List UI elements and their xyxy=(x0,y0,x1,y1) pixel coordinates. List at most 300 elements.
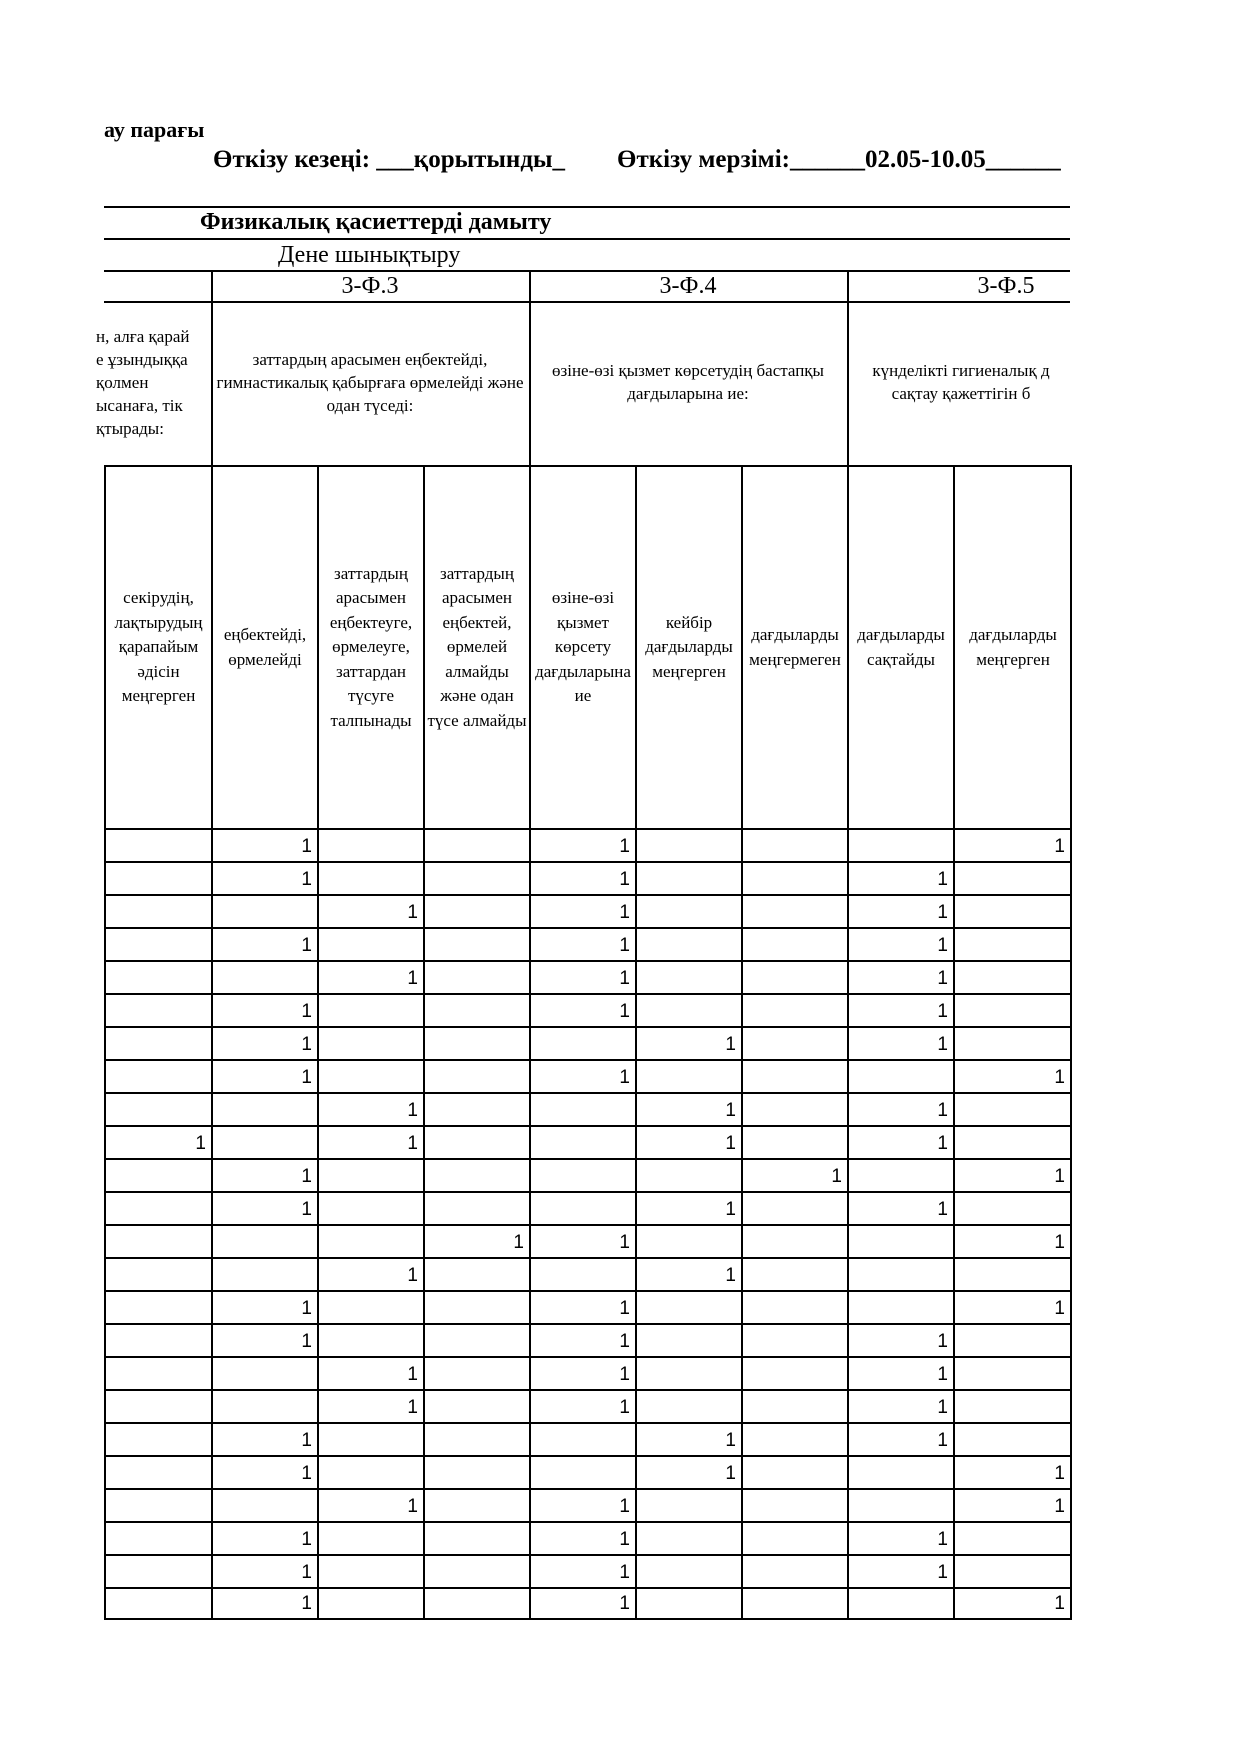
group-description-text: өзіне-өзі қызмет көрсетудің бастапқы дағдыларына ие: xyxy=(552,361,824,403)
table-cell xyxy=(529,1158,635,1191)
divider xyxy=(104,238,1070,240)
column-header: дағдыларды меңгермеген xyxy=(741,465,847,828)
table-cell xyxy=(635,1389,741,1422)
table-cell xyxy=(847,1158,953,1191)
table-cell xyxy=(104,861,211,894)
table-cell xyxy=(847,1257,953,1290)
cell-value: 1 xyxy=(937,1331,948,1352)
table-cell xyxy=(847,1422,953,1455)
table-cell xyxy=(423,1554,529,1587)
cell-value: 1 xyxy=(407,1265,418,1286)
cell-value: 1 xyxy=(619,1331,630,1352)
table-cell xyxy=(953,861,1070,894)
table-cell xyxy=(317,1224,423,1257)
cell-value: 1 xyxy=(619,1232,630,1253)
table-cell xyxy=(635,828,741,861)
table-cell xyxy=(741,960,847,993)
table-cell xyxy=(211,894,317,927)
table-cell xyxy=(529,861,635,894)
table-cell xyxy=(529,1389,635,1422)
table-cell xyxy=(741,1389,847,1422)
table-cell xyxy=(741,1092,847,1125)
table-cell xyxy=(741,1587,847,1620)
cell-value: 1 xyxy=(937,1100,948,1121)
table-cell xyxy=(211,1422,317,1455)
table-cell xyxy=(741,1455,847,1488)
cell-value: 1 xyxy=(407,1496,418,1517)
table-cell xyxy=(847,1554,953,1587)
table-cell xyxy=(635,1158,741,1191)
table-cell xyxy=(104,1488,211,1521)
cell-value: 1 xyxy=(725,1463,736,1484)
table-cell xyxy=(104,1554,211,1587)
fragment-line: е ұзындыққа xyxy=(96,349,188,369)
cell-value: 1 xyxy=(619,1364,630,1385)
table-cell xyxy=(953,1026,1070,1059)
cell-value: 1 xyxy=(619,1001,630,1022)
table-cell xyxy=(104,1356,211,1389)
table-cell xyxy=(953,960,1070,993)
table-cell xyxy=(423,1257,529,1290)
column-header: секірудің, лақтырудың қарапайым әдісін меңгерген xyxy=(104,465,211,828)
table-cell xyxy=(423,861,529,894)
table-cell xyxy=(211,1455,317,1488)
cell-value: 1 xyxy=(937,1001,948,1022)
column-header: заттардың арасымен еңбектей, өрмелей алмайды және одан түсе алмайды xyxy=(423,465,529,828)
table-cell xyxy=(211,1224,317,1257)
table-cell xyxy=(953,1422,1070,1455)
table-cell xyxy=(635,1422,741,1455)
table-cell xyxy=(741,1191,847,1224)
table-cell xyxy=(104,927,211,960)
group-description-text: күнделікті гигиеналық д сақтау қажеттігін б xyxy=(872,361,1050,403)
table-cell xyxy=(423,1092,529,1125)
table-cell xyxy=(847,828,953,861)
table-cell xyxy=(104,1290,211,1323)
table-cell xyxy=(423,1323,529,1356)
cell-value: 1 xyxy=(1054,1463,1065,1484)
cell-value: 1 xyxy=(1054,1067,1065,1088)
table-cell xyxy=(847,1521,953,1554)
table-cell xyxy=(953,1356,1070,1389)
table-cell xyxy=(635,1191,741,1224)
cell-value: 1 xyxy=(301,1331,312,1352)
table-cell xyxy=(741,1026,847,1059)
table-cell xyxy=(211,1059,317,1092)
table-cell xyxy=(211,1587,317,1620)
table-cell xyxy=(317,1455,423,1488)
cell-value: 1 xyxy=(937,1364,948,1385)
column-header: дағдыларды сақтайды xyxy=(847,465,953,828)
cell-value: 1 xyxy=(619,1298,630,1319)
table-cell xyxy=(423,960,529,993)
cell-value: 1 xyxy=(937,1034,948,1055)
table-cell xyxy=(953,1521,1070,1554)
table-cell xyxy=(635,1554,741,1587)
table-cell xyxy=(529,1323,635,1356)
table-cell xyxy=(741,1554,847,1587)
table-cell xyxy=(104,1125,211,1158)
period-label: Өткізу кезеңі: ___қорытынды_ xyxy=(213,146,565,173)
table-cell xyxy=(529,1257,635,1290)
table-cell xyxy=(529,1356,635,1389)
table-cell xyxy=(423,993,529,1026)
table-cell xyxy=(635,1455,741,1488)
cell-value: 1 xyxy=(407,968,418,989)
cell-value: 1 xyxy=(937,902,948,923)
table-cell xyxy=(847,861,953,894)
table-cell xyxy=(635,861,741,894)
fragment-line: қолмен xyxy=(96,372,149,392)
table-cell xyxy=(635,1356,741,1389)
table-cell xyxy=(847,1488,953,1521)
table-cell xyxy=(423,1026,529,1059)
column-header: дағдыларды меңгерген xyxy=(953,465,1071,828)
table-cell xyxy=(529,1455,635,1488)
fragment-line: қтырады: xyxy=(96,418,164,438)
table-cell xyxy=(211,1389,317,1422)
fragment-line: н, алға қарай xyxy=(96,326,190,346)
table-cell xyxy=(635,1257,741,1290)
table-cell xyxy=(211,1323,317,1356)
table-cell xyxy=(953,927,1070,960)
cell-value: 1 xyxy=(619,902,630,923)
table-cell xyxy=(635,1059,741,1092)
table-cell xyxy=(847,1290,953,1323)
table-cell xyxy=(317,1059,423,1092)
period-header xyxy=(213,146,1061,174)
table-cell xyxy=(423,1587,529,1620)
table-cell xyxy=(104,1092,211,1125)
table-cell xyxy=(847,1125,953,1158)
table-cell xyxy=(317,861,423,894)
table-cell xyxy=(635,1488,741,1521)
table-cell xyxy=(317,894,423,927)
table-cell xyxy=(211,1257,317,1290)
cell-value: 1 xyxy=(301,1430,312,1451)
table-cell xyxy=(211,828,317,861)
cell-value: 1 xyxy=(619,968,630,989)
fragment-line: ысанаға, тік xyxy=(96,395,183,415)
table-cell xyxy=(741,1422,847,1455)
table-cell xyxy=(953,1092,1070,1125)
group-description-text: заттардың арасымен еңбектейді, гимнастикалық қабырғаға өрмелейді және одан түседі: xyxy=(216,349,524,415)
table-cell xyxy=(317,828,423,861)
table-cell xyxy=(953,1488,1070,1521)
cell-value: 1 xyxy=(301,1562,312,1583)
table-cell xyxy=(211,927,317,960)
table-cell xyxy=(529,1026,635,1059)
table-cell xyxy=(741,1059,847,1092)
table-cell xyxy=(953,1587,1070,1620)
cell-value: 1 xyxy=(619,1529,630,1550)
table-cell xyxy=(741,1290,847,1323)
table-cell xyxy=(317,960,423,993)
table-cell xyxy=(104,960,211,993)
table-cell xyxy=(104,1389,211,1422)
cell-value: 1 xyxy=(301,1298,312,1319)
table-cell xyxy=(104,828,211,861)
cell-value: 1 xyxy=(619,1397,630,1418)
cell-value: 1 xyxy=(937,1529,948,1550)
cell-value: 1 xyxy=(937,1397,948,1418)
cell-value: 1 xyxy=(937,1430,948,1451)
table-cell xyxy=(104,1455,211,1488)
column-header: еңбектейді, өрмелейді xyxy=(211,465,317,828)
table-cell xyxy=(529,1488,635,1521)
subsection-title: Дене шынықтыру xyxy=(278,242,461,268)
cell-value: 1 xyxy=(301,1034,312,1055)
table-cell xyxy=(953,1323,1070,1356)
table-cell xyxy=(635,1092,741,1125)
cell-value: 1 xyxy=(619,836,630,857)
table-cell xyxy=(847,1455,953,1488)
cell-value: 1 xyxy=(301,935,312,956)
table-cell xyxy=(847,1323,953,1356)
table-cell xyxy=(953,1059,1070,1092)
table-cell xyxy=(635,894,741,927)
table-cell xyxy=(423,1125,529,1158)
table-cell xyxy=(635,1125,741,1158)
table-cell xyxy=(317,1290,423,1323)
cell-value: 1 xyxy=(619,1562,630,1583)
divider xyxy=(104,270,1070,272)
table-cell xyxy=(317,1389,423,1422)
cell-value: 1 xyxy=(407,1100,418,1121)
cell-value: 1 xyxy=(619,1496,630,1517)
cell-value: 1 xyxy=(195,1133,206,1154)
table-cell xyxy=(953,1191,1070,1224)
table-cell xyxy=(529,960,635,993)
table-cell xyxy=(953,1224,1070,1257)
cell-value: 1 xyxy=(831,1166,842,1187)
table-cell xyxy=(847,927,953,960)
table-cell xyxy=(529,1191,635,1224)
cell-value: 1 xyxy=(301,836,312,857)
table-cell xyxy=(211,1554,317,1587)
table-cell xyxy=(529,993,635,1026)
table-cell xyxy=(211,960,317,993)
cell-value: 1 xyxy=(513,1232,524,1253)
table-cell xyxy=(953,1554,1070,1587)
section-title: Физикалық қасиеттерді дамыту xyxy=(200,209,552,235)
left-fragment-description xyxy=(96,302,210,462)
cell-value: 1 xyxy=(1054,1298,1065,1319)
table-cell xyxy=(104,1059,211,1092)
table-cell xyxy=(741,1158,847,1191)
cell-value: 1 xyxy=(619,1593,630,1614)
divider xyxy=(104,206,1070,208)
document-title: ау парағы xyxy=(104,117,205,142)
table-cell xyxy=(317,1092,423,1125)
cell-value: 1 xyxy=(619,935,630,956)
cell-value: 1 xyxy=(937,1199,948,1220)
table-cell xyxy=(635,1224,741,1257)
table-cell xyxy=(104,993,211,1026)
table-cell xyxy=(741,927,847,960)
table-cell xyxy=(953,1389,1070,1422)
table-cell xyxy=(104,1224,211,1257)
group-code: 3-Ф.4 xyxy=(659,273,717,299)
table-cell xyxy=(423,1521,529,1554)
cell-value: 1 xyxy=(407,1133,418,1154)
table-cell xyxy=(529,1224,635,1257)
table-cell xyxy=(847,1059,953,1092)
table-cell xyxy=(104,1158,211,1191)
table-cell xyxy=(953,828,1070,861)
table-cell xyxy=(635,993,741,1026)
cell-value: 1 xyxy=(1054,1232,1065,1253)
table-cell xyxy=(529,1554,635,1587)
cell-value: 1 xyxy=(1054,1166,1065,1187)
cell-value: 1 xyxy=(301,1529,312,1550)
table-cell xyxy=(529,1422,635,1455)
table-cell xyxy=(529,1092,635,1125)
table-cell xyxy=(741,993,847,1026)
table-cell xyxy=(847,1587,953,1620)
cell-value: 1 xyxy=(301,1067,312,1088)
group-description xyxy=(852,302,1070,462)
group-code: 3-Ф.5 xyxy=(977,273,1035,299)
table-cell xyxy=(317,927,423,960)
table-cell xyxy=(423,828,529,861)
cell-value: 1 xyxy=(725,1430,736,1451)
column-header: өзіне-өзі қызмет көрсету дағдыларына ие xyxy=(529,465,635,828)
group-description xyxy=(216,302,524,462)
table-cell xyxy=(953,1125,1070,1158)
table-cell xyxy=(317,1587,423,1620)
table-cell xyxy=(211,1026,317,1059)
table-cell xyxy=(847,1191,953,1224)
cell-value: 1 xyxy=(407,1397,418,1418)
table-cell xyxy=(104,1026,211,1059)
table-cell xyxy=(423,894,529,927)
cell-value: 1 xyxy=(937,935,948,956)
table-cell xyxy=(317,1356,423,1389)
table-cell xyxy=(104,1521,211,1554)
cell-value: 1 xyxy=(937,1133,948,1154)
table-cell xyxy=(847,960,953,993)
cell-value: 1 xyxy=(301,1463,312,1484)
cell-value: 1 xyxy=(301,1593,312,1614)
table-cell xyxy=(847,1092,953,1125)
table-cell xyxy=(635,927,741,960)
cell-value: 1 xyxy=(619,1067,630,1088)
table-cell xyxy=(211,1521,317,1554)
table-cell xyxy=(423,1389,529,1422)
table-cell xyxy=(317,1257,423,1290)
table-cell xyxy=(847,993,953,1026)
cell-value: 1 xyxy=(301,1166,312,1187)
table-cell xyxy=(211,1290,317,1323)
table-cell xyxy=(635,1323,741,1356)
table-cell xyxy=(953,894,1070,927)
table-cell xyxy=(423,1422,529,1455)
table-cell xyxy=(104,894,211,927)
group-description xyxy=(534,302,842,462)
table-cell xyxy=(104,1587,211,1620)
table-cell xyxy=(529,1587,635,1620)
table-cell xyxy=(104,1257,211,1290)
table-cell xyxy=(423,1059,529,1092)
column-header: заттардың арасымен еңбектеуге, өрмелеуге, заттардан түсуге талпынады xyxy=(317,465,423,828)
table-cell xyxy=(423,1455,529,1488)
table-cell xyxy=(211,1356,317,1389)
table-cell xyxy=(953,1455,1070,1488)
table-cell xyxy=(741,1488,847,1521)
table-cell xyxy=(741,894,847,927)
table-cell xyxy=(847,1356,953,1389)
table-cell xyxy=(211,1488,317,1521)
cell-value: 1 xyxy=(407,1364,418,1385)
table-cell xyxy=(741,1323,847,1356)
table-cell xyxy=(741,1125,847,1158)
table-cell xyxy=(741,1224,847,1257)
table-cell xyxy=(741,1257,847,1290)
table-cell xyxy=(317,1554,423,1587)
table-cell xyxy=(953,1290,1070,1323)
table-cell xyxy=(953,993,1070,1026)
table-cell xyxy=(741,861,847,894)
cell-value: 1 xyxy=(937,968,948,989)
cell-value: 1 xyxy=(1054,1496,1065,1517)
table-cell xyxy=(211,861,317,894)
cell-value: 1 xyxy=(725,1199,736,1220)
table-cell xyxy=(635,1026,741,1059)
table-cell xyxy=(211,1158,317,1191)
table-cell xyxy=(741,1521,847,1554)
cell-value: 1 xyxy=(725,1100,736,1121)
table-cell xyxy=(529,1059,635,1092)
cell-value: 1 xyxy=(1054,1593,1065,1614)
table-cell xyxy=(847,894,953,927)
table-cell xyxy=(317,1521,423,1554)
table-cell xyxy=(423,1224,529,1257)
table-cell xyxy=(104,1422,211,1455)
table-cell xyxy=(529,927,635,960)
table-cell xyxy=(529,1290,635,1323)
table-cell xyxy=(423,1158,529,1191)
table-cell xyxy=(635,1587,741,1620)
table-cell xyxy=(529,894,635,927)
table-cell xyxy=(317,1125,423,1158)
table-cell xyxy=(317,993,423,1026)
cell-value: 1 xyxy=(937,1562,948,1583)
column-header: кейбір дағдыларды меңгерген xyxy=(635,465,741,828)
cell-value: 1 xyxy=(937,869,948,890)
table-cell xyxy=(847,1389,953,1422)
cell-value: 1 xyxy=(301,869,312,890)
cell-value: 1 xyxy=(407,902,418,923)
table-cell xyxy=(635,1290,741,1323)
table-cell xyxy=(529,1125,635,1158)
table-cell xyxy=(741,828,847,861)
table-cell xyxy=(317,1422,423,1455)
table-cell xyxy=(635,1521,741,1554)
table-cell xyxy=(211,1125,317,1158)
table-cell xyxy=(423,927,529,960)
table-cell xyxy=(211,1092,317,1125)
table-cell xyxy=(104,1323,211,1356)
table-cell xyxy=(423,1290,529,1323)
table-cell xyxy=(317,1488,423,1521)
table-cell xyxy=(847,1224,953,1257)
cell-value: 1 xyxy=(725,1265,736,1286)
table-right-edge xyxy=(1070,465,1072,1620)
table-cell xyxy=(423,1356,529,1389)
table-cell xyxy=(847,1026,953,1059)
table-cell xyxy=(211,993,317,1026)
